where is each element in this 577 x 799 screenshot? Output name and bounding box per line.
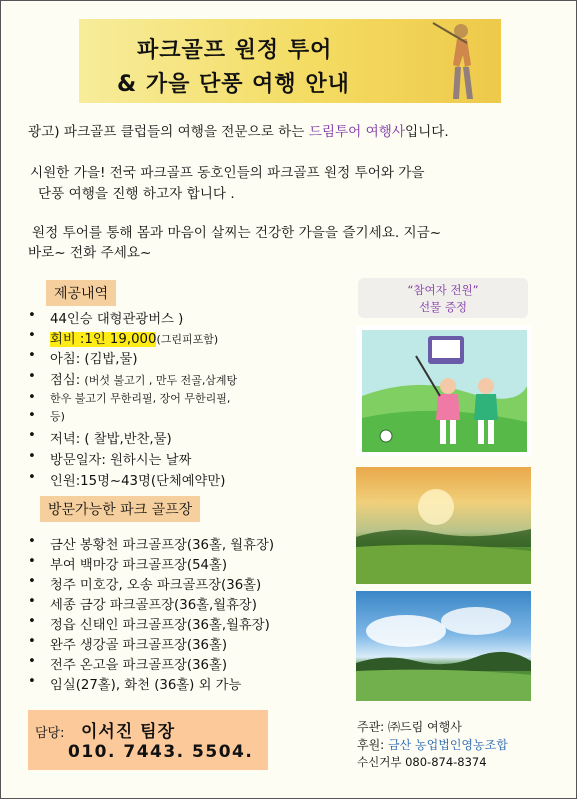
- list-item: • 청주 미호강, 오송 파크골프장(36홀): [23, 574, 274, 594]
- golf-course-sunset-photo: [356, 467, 531, 584]
- list-item: • 회비 :1인 19,000(그린피포함): [23, 328, 237, 348]
- organizer-line: 주관: ㈜드림 여행사: [357, 720, 462, 734]
- list-item: • 한우 불고기 무한리필, 장어 무한리필,: [23, 390, 237, 408]
- list-item: • 등): [23, 408, 237, 428]
- list-item: • 44인승 대형관광버스 ): [23, 308, 237, 328]
- list-item: • 금산 봉황천 파크골프장(36홀, 월휴장): [23, 534, 274, 554]
- contact-phone[interactable]: 010. 7443. 5504.: [68, 742, 254, 762]
- organizer-name: ㈜드림 여행사: [388, 720, 462, 734]
- courses-list: [23, 534, 274, 694]
- intro-p3-line1: 원정 투어를 통해 몸과 마음이 살찌는 건강한 가을을 즐기세요. 지금~: [32, 225, 442, 241]
- list-item: • 저녁: ( 찰밥,반찬,물): [23, 428, 237, 449]
- intro-p2-line2: 단풍 여행을 진행 하고자 합니다 .: [38, 186, 235, 202]
- list-item: • 완주 생강골 파크골프장(36홀): [23, 634, 274, 654]
- contact-name: 이서진 팀장: [81, 722, 176, 742]
- gift-line-2: 선물 증정: [418, 300, 468, 314]
- gift-line-1: “참여자 전원”: [407, 283, 479, 297]
- company-name: 드림투어 여행사: [308, 124, 405, 140]
- contact-label: 담당:: [35, 726, 65, 741]
- contact-box: [28, 710, 268, 770]
- list-item: • 인원:15명~43명(단체예약만): [23, 470, 237, 491]
- golf-illustration: [356, 326, 531, 456]
- ad-prefix: 광고) 파크골프 클럽들의 여행을 전문으로 하는: [28, 124, 309, 140]
- sponsor-name: 금산 농업법인영농조합: [388, 738, 508, 752]
- intro-p2-line1: 시원한 가을! 전국 파크골프 동호인들의 파크골프 원정 투어와 가을: [30, 165, 425, 181]
- list-item: • 세종 금강 파크골프장(36홀,월휴장): [23, 594, 274, 614]
- unsubscribe-line: 수신거부 080-874-8374: [357, 755, 487, 769]
- provided-list: [23, 308, 237, 491]
- list-item: • 아침: (김밥,물): [23, 348, 237, 369]
- sponsor-line: 후원: 금산 농업법인영농조합: [357, 738, 508, 752]
- list-item: • 정읍 신태인 파크골프장(36홀,월휴장): [23, 614, 274, 634]
- title-banner: [79, 19, 501, 103]
- ad-line: [28, 120, 449, 140]
- golf-course-sky-photo: [356, 591, 531, 701]
- list-item: • 전주 온고을 파크골프장(36홀): [23, 654, 274, 674]
- title-line-2: & 가을 단풍 여행 안내: [117, 72, 350, 97]
- intro-p3-line2: 바로~ 전화 주세요~: [28, 245, 152, 261]
- title-line-1: 파크골프 원정 투어: [137, 38, 333, 63]
- courses-label: 방문가능한 파크 골프장: [40, 496, 200, 522]
- list-item: • 임실(27홀), 화천 (36홀) 외 가능: [23, 674, 274, 694]
- list-item: • 방문일자: 원하시는 날짜: [23, 449, 237, 470]
- ad-suffix: 입니다.: [404, 124, 449, 140]
- list-item: • 부여 백마강 파크골프장(54홀): [23, 554, 274, 574]
- list-item: • 점심: (버섯 불고기 , 만두 전골,삼계탕: [23, 369, 237, 390]
- gift-notice: [358, 278, 528, 318]
- provided-label: 제공내역: [46, 280, 116, 306]
- golfer-silhouette-icon: [413, 19, 493, 103]
